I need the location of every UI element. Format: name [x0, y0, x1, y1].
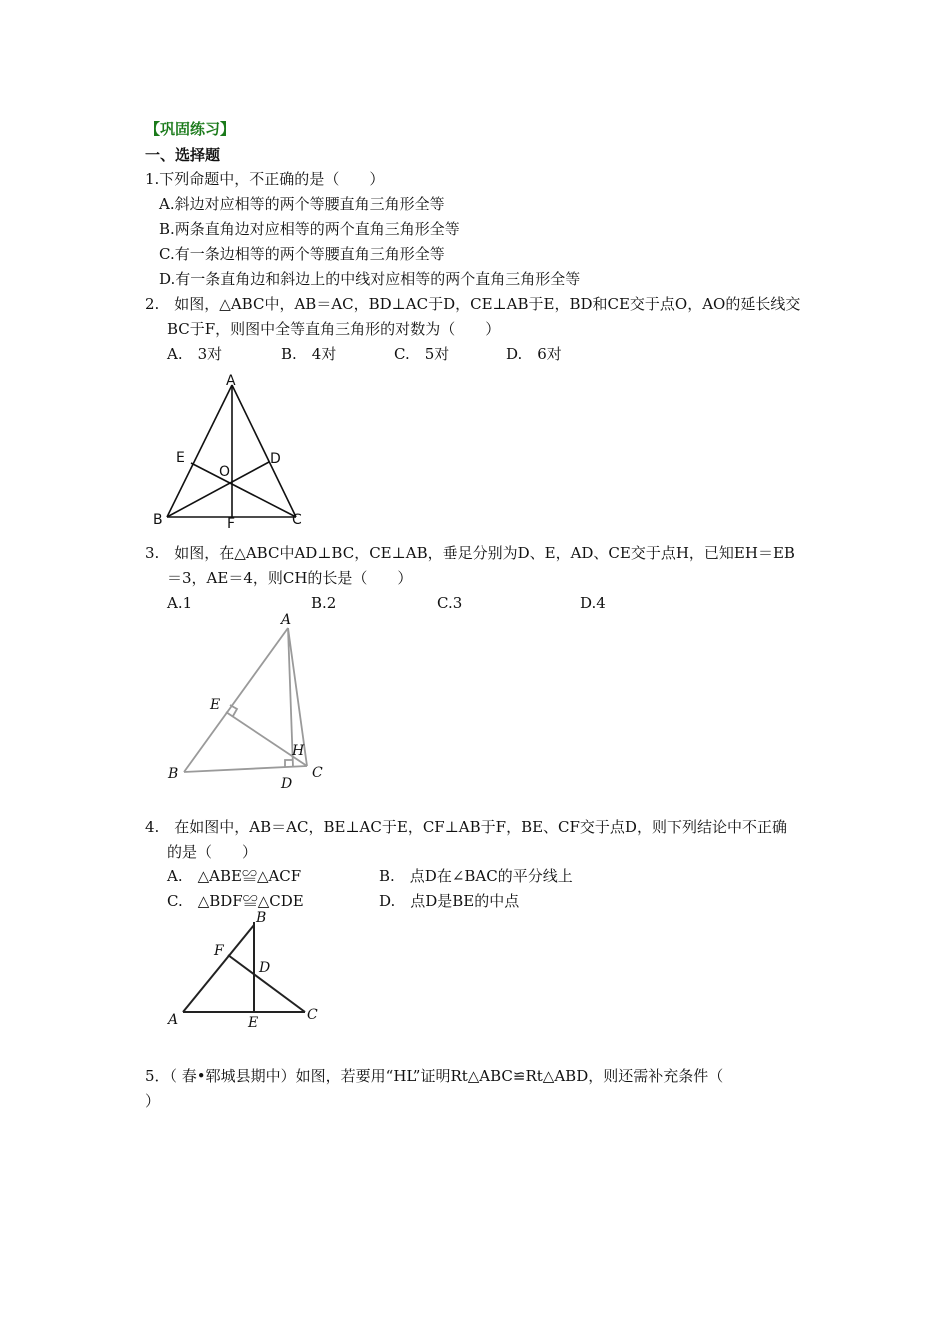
- q2-option-d: D. 6对: [506, 345, 562, 363]
- q3-label-d: D: [281, 776, 293, 792]
- q2-label-f: F: [227, 516, 236, 532]
- section-title: 一、选择题: [145, 146, 221, 164]
- q3-stem-line1: 3. 如图，在△ABC中AD⊥BC，CE⊥AB，垂足分别为D、E，AD、CE交于点H，已知EH＝EB: [145, 544, 795, 562]
- exercise-heading: 【巩固练习】: [145, 120, 236, 138]
- q4-option-d: D. 点D是BE的中点: [379, 892, 520, 910]
- q1-option-a: A.斜边对应相等的两个等腰直角三角形全等: [159, 195, 445, 213]
- q4-label-f: F: [214, 943, 224, 959]
- q3-stem-line2: ＝3，AE＝4，则CH的长是（ ）: [167, 569, 413, 587]
- q3-option-d: D.4: [580, 594, 606, 612]
- q4-stem-line2: 的是（ ）: [167, 843, 258, 861]
- q4-label-b: B: [256, 910, 267, 926]
- q4-option-a: A. △ABE≌△ACF: [167, 867, 302, 885]
- q3-label-a: A: [281, 612, 292, 628]
- q2-label-e: E: [176, 450, 185, 466]
- q1-option-d: D.有一条直角边和斜边上的中线对应相等的两个直角三角形全等: [159, 270, 581, 288]
- q4-option-b: B. 点D在∠BAC的平分线上: [379, 867, 573, 885]
- q5-stem-line2: ）: [145, 1092, 161, 1110]
- q2-label-d: D: [270, 451, 281, 467]
- q4-side-ab: [183, 925, 254, 1012]
- q3-option-b: B.2: [311, 594, 337, 612]
- q2-label-b: B: [153, 512, 163, 528]
- q1-option-c: C.有一条边相等的两个等腰直角三角形全等: [159, 245, 445, 263]
- q3-option-a: A.1: [167, 594, 193, 612]
- q2-option-a: A. 3对: [167, 345, 223, 363]
- q2-label-c: C: [292, 512, 302, 528]
- q4-option-c: C. △BDF≌△CDE: [167, 892, 304, 910]
- q3-label-b: B: [168, 766, 179, 782]
- q4-label-e: E: [248, 1015, 259, 1031]
- q2-label-a: A: [226, 373, 236, 389]
- q2-stem-line1: 2. 如图，△ABC中，AB＝AC，BD⊥AC于D，CE⊥AB于E，BD和CE交于点O，AO的延长线交: [145, 295, 801, 313]
- q2-stem-line2: BC于F，则图中全等直角三角形的对数为（ ）: [167, 320, 501, 338]
- q1-stem: 1.下列命题中，不正确的是（ ）: [145, 170, 385, 188]
- q5-stem-line1: 5．（ 春•郓城县期中）如图，若要用“HL”证明Rt△ABC≌Rt△ABD，则还需补充条件（: [145, 1067, 724, 1085]
- q3-label-e: E: [210, 697, 221, 713]
- q2-option-b: B. 4对: [281, 345, 337, 363]
- q1-option-b: B.两条直角边对应相等的两个直角三角形全等: [159, 220, 460, 238]
- q4-label-a: A: [168, 1012, 179, 1028]
- q2-option-c: C. 5对: [394, 345, 450, 363]
- q2-label-o: O: [219, 464, 231, 480]
- q3-label-c: C: [312, 765, 323, 781]
- q4-label-d: D: [259, 960, 271, 976]
- q3-label-h: H: [292, 743, 305, 759]
- q4-label-c: C: [307, 1007, 318, 1023]
- q3-option-c: C.3: [437, 594, 463, 612]
- q4-stem-line1: 4. 在如图中，AB＝AC，BE⊥AC于E，CF⊥AB于F，BE、CF交于点D，则下列结论中不正确: [145, 818, 787, 836]
